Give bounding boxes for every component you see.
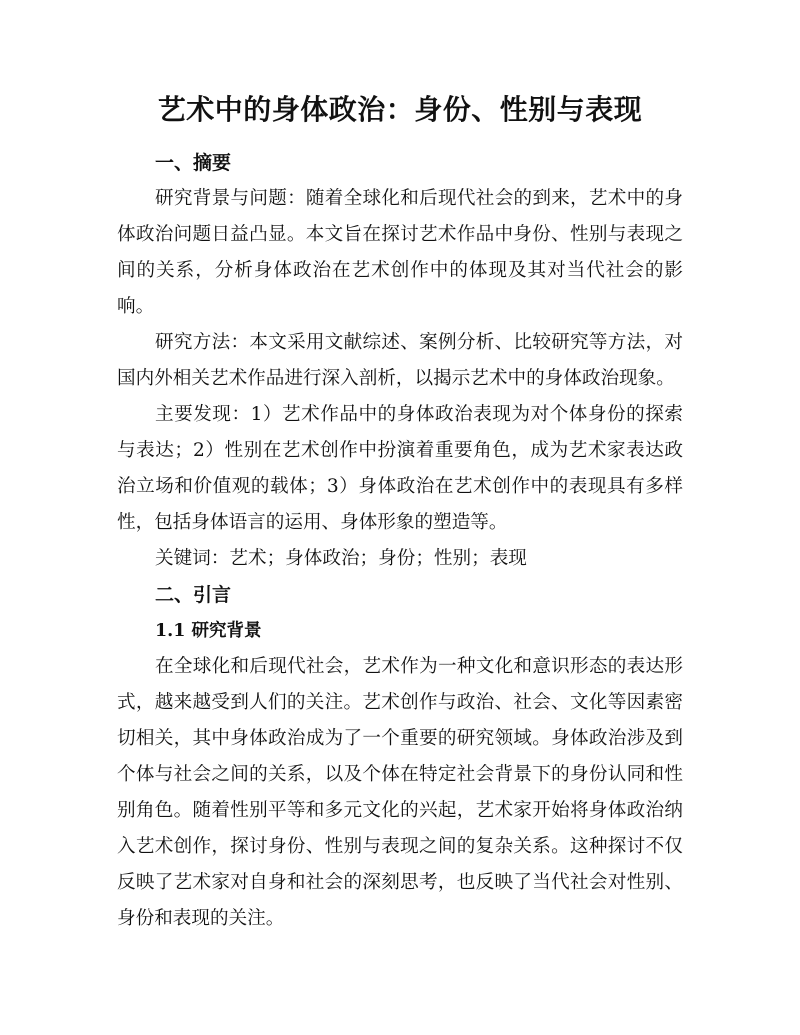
abstract-background-paragraph: 研究背景与问题：随着全球化和后现代社会的到来，艺术中的身体政治问题日益凸显。本文旨在探讨艺术作品中身份、性别与表现之间的关系，分析身体政治在艺术创作中的体现及其对当代社会的影响。 <box>117 188 683 317</box>
research-background-subheading: 1.1 研究背景 <box>155 621 262 641</box>
abstract-heading: 一、摘要 <box>155 152 232 174</box>
research-background-paragraph: 在全球化和后现代社会，艺术作为一种文化和意识形态的表达形式，越来越受到人们的关注。艺术创作与政治、社会、文化等因素密切相关，其中身体政治成为了一个重要的研究领域。身体政治涉及到个体与社会之间的关系，以及个体在特定社会背景下的身份认同和性别角色。随着性别平等和多元文化的兴起，艺术家开始将身体政治纳入艺术创作，探讨身份、性别与表现之间的复杂关系。这种探讨不仅反映了艺术家对自身和社会的深刻思考，也反映了当代社会对性别、身份和表现的关注。 <box>117 656 683 929</box>
abstract-findings-paragraph: 主要发现：1）艺术作品中的身体政治表现为对个体身份的探索与表达；2）性别在艺术创作中扮演着重要角色，成为艺术家表达政治立场和价值观的载体；3）身体政治在艺术创作中的表现具有多样性，包括身体语言的运用、身体形象的塑造等。 <box>117 404 683 533</box>
abstract-method-paragraph: 研究方法：本文采用文献综述、案例分析、比较研究等方法，对国内外相关艺术作品进行深入剖析，以揭示艺术中的身体政治现象。 <box>117 332 683 389</box>
introduction-heading: 二、引言 <box>155 584 232 606</box>
keywords-line: 关键词：艺术；身体政治；身份；性别；表现 <box>155 548 527 569</box>
document-title: 艺术中的身体政治：身份、性别与表现 <box>157 93 643 126</box>
